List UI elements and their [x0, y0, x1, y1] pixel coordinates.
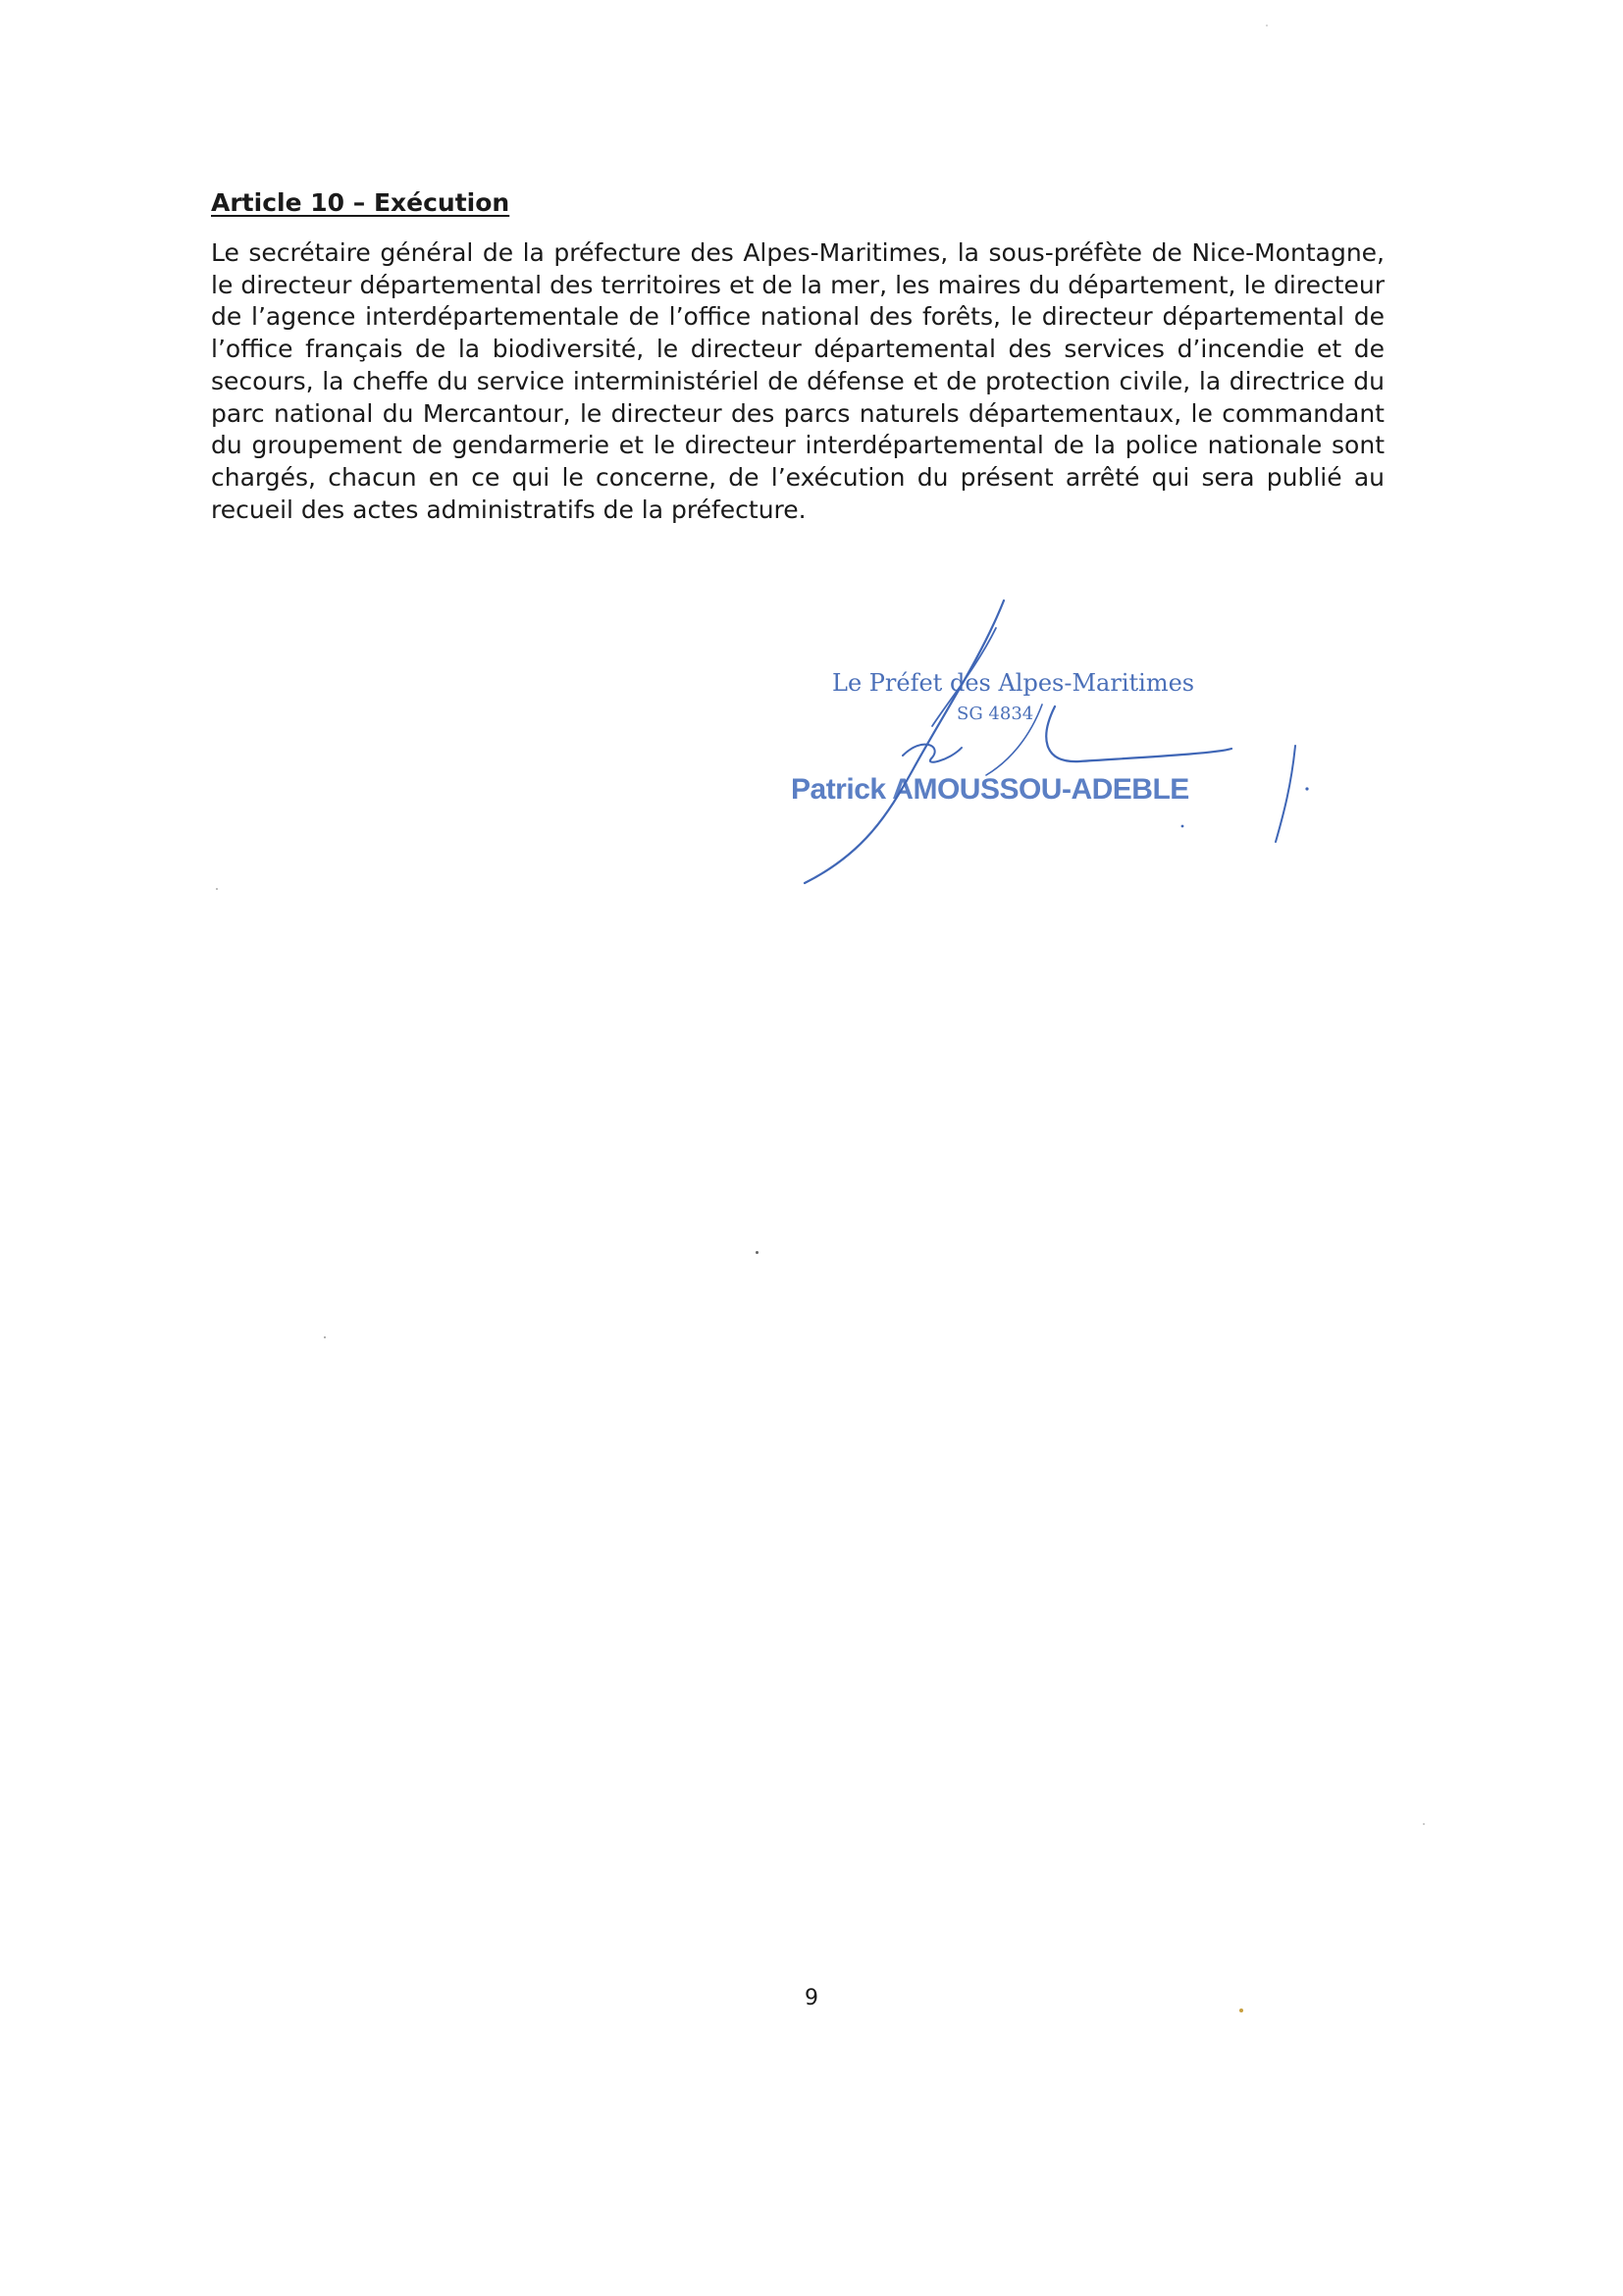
stamp-reference: SG 4834 [957, 704, 1034, 724]
scan-speck [1266, 25, 1268, 26]
scan-speck [324, 1336, 326, 1338]
article-heading: Article 10 – Exécution [211, 188, 510, 217]
signatory-name: Patrick AMOUSSOU-ADEBLE [791, 773, 1189, 806]
signature-stamp [785, 589, 1335, 903]
page-number: 9 [805, 1986, 818, 2010]
article-body: Le secrétaire général de la préfecture des Alpes-Maritimes, la sous-préfète de Nice-Montagne, le directeur départemental des territoires et de la mer, les maires du département, le directeur de l’agence interdépartementale de l’office national des forêts, le directeur départemental de l’office français de la biodiversité, le directeur départemental des services d’incendie et de secours, la cheffe du service interministériel de défense et de protection civile, la directrice du parc national du Mercantour, le directeur des parcs naturels départementaux, le commandant du groupement de gendarmerie et le directeur interdépartemental de la police nationale sont chargés, chacun en ce qui le concerne, de l’exécution du présent arrêté qui sera publié au recueil des actes administratifs de la préfecture. [211, 238, 1385, 524]
scan-speck [1239, 2009, 1243, 2012]
scan-speck [756, 1251, 759, 1254]
scan-speck [1423, 1823, 1425, 1825]
stamp-title: Le Préfet des Alpes-Maritimes [832, 669, 1195, 697]
handwritten-signature [785, 589, 1335, 903]
scan-speck [216, 888, 218, 890]
